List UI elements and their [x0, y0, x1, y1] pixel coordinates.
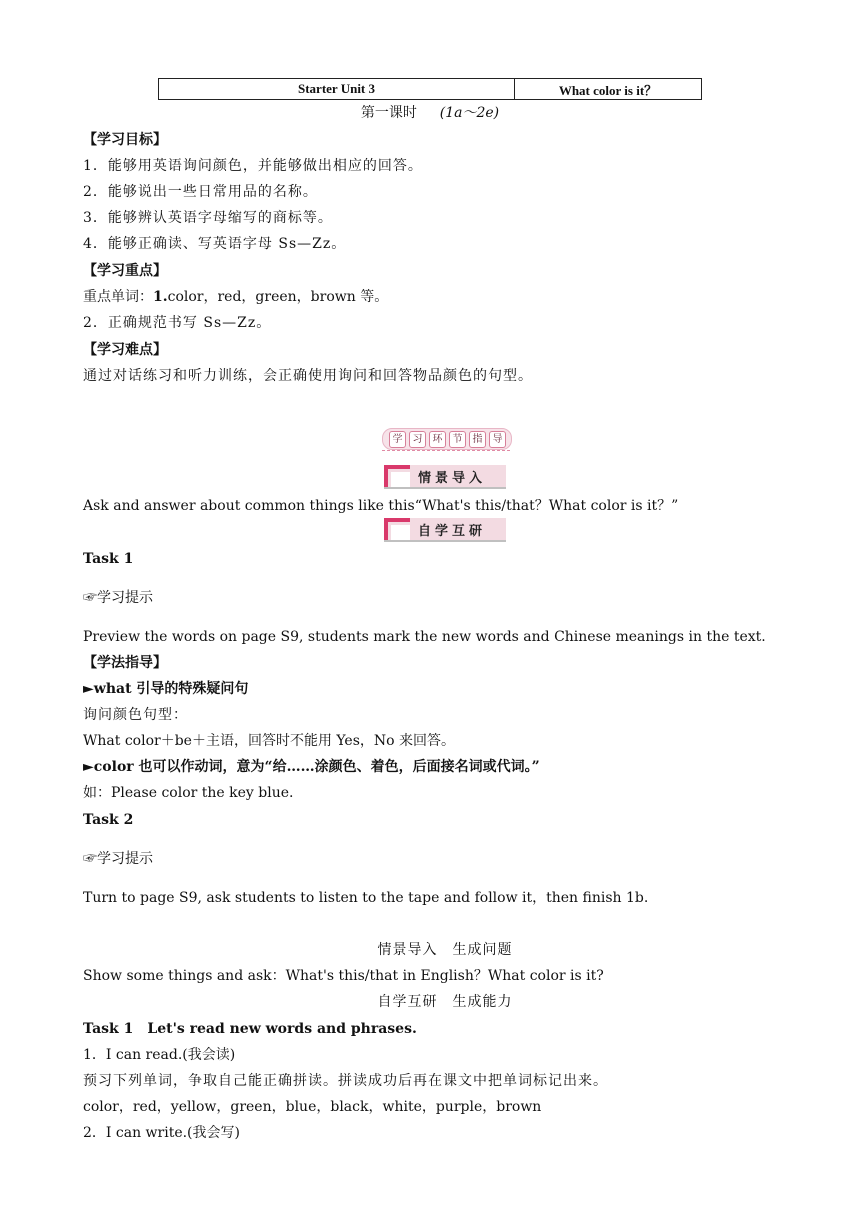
read-label: 1．I can read.(我会读): [83, 1047, 236, 1063]
key-words-prefix: 重点单词：: [83, 289, 153, 305]
section-tag-study: [384, 518, 506, 542]
task2-title: Task 2: [83, 812, 134, 828]
difficulties-heading: 【学习难点】: [83, 342, 167, 358]
section-tag-label: 情景导入: [418, 471, 487, 486]
banner-char: 指: [469, 431, 486, 448]
banner-char: 环: [429, 431, 446, 448]
key-point-item: 2．正确规范书写 Ss—Zz。: [83, 315, 272, 331]
objective-item: 2．能够说出一些日常用品的名称。: [83, 184, 318, 200]
word-list: color，red，yellow，green，blue，black，white，purple，brown: [83, 1099, 542, 1115]
key-points-heading: 【学习重点】: [83, 263, 167, 279]
banner-char: 节: [449, 431, 466, 448]
banner-char: 导: [489, 431, 506, 448]
objective-item: 1．能够用英语询问颜色，并能够做出相应的回答。: [83, 158, 423, 174]
objectives-heading: 【学习目标】: [83, 132, 167, 148]
task2-hint-label: ☞学习提示: [83, 851, 153, 867]
question-pattern-label: 询问颜色句型：: [83, 707, 188, 723]
part2-task1-title: Task 1 Let's read new words and phrases.: [83, 1021, 417, 1037]
task1-hint-label: ☞学习提示: [83, 590, 153, 606]
lesson-range: (1a～2e): [439, 105, 500, 121]
method-heading: 【学法指导】: [83, 655, 167, 671]
objective-item: 4．能够正确读、写英语字母 Ss—Zz。: [83, 236, 347, 252]
task1-hint-text: Preview the words on page S9, students mark the new words and Chinese meanings in the text.: [83, 629, 766, 645]
banner-char: 习: [409, 431, 426, 448]
example-sentence: 如：Please color the key blue.: [83, 785, 294, 801]
key-words-number: 1.: [153, 289, 168, 305]
unit-question-cell: What color is it？: [515, 79, 702, 100]
study-guide-banner: [382, 428, 510, 450]
banner-divider: [382, 450, 510, 451]
method-bullet: ►what 引导的特殊疑问句: [83, 681, 249, 697]
difficulties-text: 通过对话练习和听力训练，会正确使用询问和回答物品颜色的句型。: [83, 368, 533, 384]
unit-title-cell: Starter Unit 3: [159, 79, 515, 100]
question-pattern-text: What color＋be＋主语，回答时不能用 Yes，No 来回答。: [83, 733, 456, 749]
objective-item: 3．能够辨认英语字母缩写的商标等。: [83, 210, 333, 226]
banner-char: 学: [389, 431, 406, 448]
part2-intro-text: Show some things and ask：What's this/that in English？What color is it?: [83, 968, 604, 984]
banner-pill: [382, 428, 512, 450]
write-label: 2．I can write.(我会写): [83, 1125, 240, 1141]
section-tag-intro: [384, 465, 506, 489]
task2-hint-text: Turn to page S9, ask students to listen to the tape and follow it，then finish 1b.: [83, 890, 649, 906]
key-words-line: [83, 288, 388, 306]
part2-heading: 自学互研 生成能力: [377, 994, 513, 1010]
section-tag-label: 自学互研: [418, 524, 487, 539]
part2-heading: 情景导入 生成问题: [377, 942, 513, 958]
lesson-title: [330, 104, 530, 122]
task1-title: Task 1: [83, 551, 134, 567]
unit-header-table: [158, 78, 702, 100]
key-words-list: color，red，green，brown 等。: [167, 289, 389, 305]
read-instruction: 预习下列单词，争取自己能正确拼读。拼读成功后再在课文中把单词标记出来。: [83, 1073, 608, 1089]
lesson-label: 第一课时: [360, 105, 417, 121]
method-bullet: ►color 也可以作动词，意为“给……涂颜色、着色，后面接名词或代词。”: [83, 759, 540, 775]
intro-text: Ask and answer about common things like this“What's this/that？What color is it？”: [83, 498, 679, 514]
